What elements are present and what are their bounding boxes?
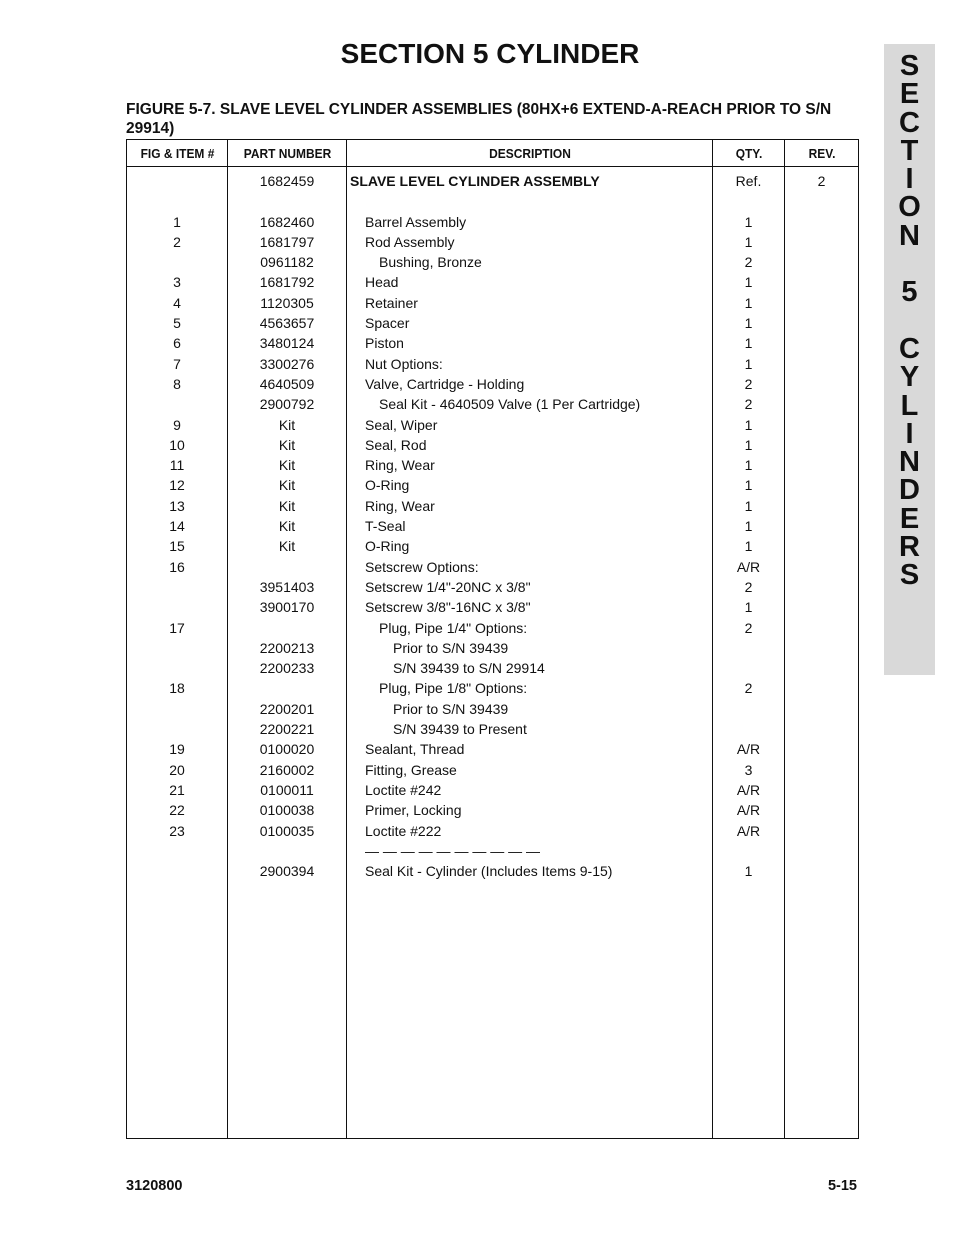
rev-cell <box>785 415 858 435</box>
section-side-tab <box>884 44 935 675</box>
part-cell: 1682460 <box>259 213 315 230</box>
part-cell <box>228 841 346 861</box>
qty-cell: 1 <box>744 538 753 555</box>
qty-cell: 1 <box>744 274 753 291</box>
qty-cell: 1 <box>744 518 753 535</box>
qty-cell: 1 <box>744 416 753 433</box>
part-cell: 2900792 <box>259 396 315 413</box>
side-tab-letter: S <box>899 559 920 592</box>
qty-cell: 2 <box>744 396 753 413</box>
qty-cell: 2 <box>744 375 753 392</box>
item-cell <box>127 638 227 658</box>
part-number-column <box>228 167 347 1139</box>
section-title: SECTION 5 CYLINDER <box>340 38 640 69</box>
description-column <box>347 167 713 1139</box>
part-cell: 2200201 <box>259 700 315 717</box>
qty-cell: 3 <box>744 761 753 778</box>
side-tab-letter: L <box>900 389 919 422</box>
qty-cell: A/R <box>736 822 761 839</box>
rev-cell <box>785 618 858 638</box>
qty-cell <box>713 699 784 719</box>
rev-cell <box>785 455 858 475</box>
side-tab-letter: I <box>905 163 914 196</box>
qty-cell: 1 <box>744 315 753 332</box>
qty-cell: 2 <box>744 254 753 271</box>
rev-cell <box>785 313 858 333</box>
side-tab-letter: S <box>899 50 920 82</box>
desc-cell: Nut Options: <box>365 355 443 372</box>
qty-cell: 1 <box>744 233 753 250</box>
desc-cell: — — — — — — — — — — <box>365 842 541 859</box>
qty-column <box>713 167 785 1139</box>
part-cell: 2200233 <box>259 660 315 677</box>
rev-cell <box>785 821 858 841</box>
desc-cell: Fitting, Grease <box>365 761 457 778</box>
table-body-row <box>127 167 859 1139</box>
qty-cell: 1 <box>744 599 753 616</box>
figure-title: FIGURE 5-7. SLAVE LEVEL CYLINDER ASSEMBLIES (80HX+6 EXTEND-A-REACH PRIOR TO S/N 29914) <box>126 101 832 137</box>
fig-item-column <box>127 167 228 1139</box>
item-cell: 2 <box>173 233 181 250</box>
side-tab-letter: N <box>899 219 920 252</box>
desc-cell: Plug, Pipe 1/8" Options: <box>379 680 528 697</box>
part-cell: 0961182 <box>260 254 314 271</box>
part-cell <box>228 557 346 577</box>
side-tab-letter <box>884 307 935 335</box>
desc-cell: Primer, Locking <box>365 802 462 819</box>
rev-cell <box>785 333 858 353</box>
item-cell: 19 <box>169 741 185 758</box>
item-cell: 8 <box>173 375 181 392</box>
header-description: DESCRIPTION <box>361 140 698 167</box>
rev-cell <box>785 536 858 556</box>
rev-cell <box>785 272 858 292</box>
item-cell: 4 <box>173 294 181 311</box>
item-cell: 3 <box>173 274 181 291</box>
desc-cell: O-Ring <box>365 477 410 494</box>
qty-cell: 1 <box>744 294 753 311</box>
part-cell: 1682459 <box>259 173 315 189</box>
part-cell: 3900170 <box>259 599 315 616</box>
item-cell: 7 <box>173 355 181 372</box>
item-cell: 10 <box>169 436 185 453</box>
part-cell: Kit <box>278 538 296 555</box>
side-tab-letter: I <box>905 417 914 450</box>
qty-cell: A/R <box>736 802 761 819</box>
desc-cell: Plug, Pipe 1/4" Options: <box>379 619 528 636</box>
side-tab-letter: C <box>899 332 920 365</box>
desc-cell: S/N 39439 to S/N 29914 <box>393 660 545 677</box>
qty-cell <box>713 658 784 678</box>
desc-cell: Ring, Wear <box>365 497 435 514</box>
item-cell: 5 <box>173 315 181 332</box>
item-cell <box>127 171 227 191</box>
desc-cell: Rod Assembly <box>365 233 455 250</box>
desc-cell: Prior to S/N 39439 <box>393 700 509 717</box>
desc-cell: Setscrew 1/4"-20NC x 3/8" <box>365 578 531 595</box>
item-cell <box>127 252 227 272</box>
rev-column <box>785 167 859 1139</box>
rev-cell <box>785 252 858 272</box>
desc-cell: T-Seal <box>365 518 406 535</box>
desc-cell: Setscrew Options: <box>365 558 479 575</box>
rev-cell <box>785 354 858 374</box>
footer-document-number: 3120800 <box>126 1178 183 1194</box>
part-cell: Kit <box>278 497 296 514</box>
item-cell: 1 <box>173 213 181 230</box>
item-cell: 12 <box>169 477 185 494</box>
part-cell: 0100038 <box>259 802 315 819</box>
part-cell <box>228 191 346 211</box>
rev-cell <box>785 841 858 861</box>
item-cell <box>127 597 227 617</box>
qty-cell: 1 <box>744 457 753 474</box>
desc-cell: SLAVE LEVEL CYLINDER ASSEMBLY <box>350 173 600 189</box>
rev-cell <box>785 861 858 881</box>
item-cell: 22 <box>169 802 185 819</box>
qty-cell: A/R <box>736 781 761 798</box>
qty-cell <box>713 638 784 658</box>
parts-table <box>126 139 859 1139</box>
side-tab-letter: D <box>899 474 920 507</box>
part-cell <box>228 618 346 638</box>
side-tab-letter: R <box>899 531 920 564</box>
side-tab-letter: E <box>899 78 920 111</box>
header-qty: QTY. <box>715 140 781 167</box>
rev-cell <box>785 374 858 394</box>
desc-cell: Retainer <box>365 294 418 311</box>
footer-page-number: 5-15 <box>827 1178 857 1194</box>
qty-cell: 2 <box>744 578 753 595</box>
rev-cell <box>785 719 858 739</box>
desc-cell: Prior to S/N 39439 <box>393 639 509 656</box>
desc-cell: Seal Kit - Cylinder (Includes Items 9-15) <box>365 863 613 880</box>
item-cell: 15 <box>169 538 185 555</box>
part-cell: 2160002 <box>259 761 315 778</box>
item-cell: 16 <box>169 558 185 575</box>
item-cell: 17 <box>169 619 185 636</box>
part-cell: Kit <box>278 518 296 535</box>
rev-cell: 2 <box>817 173 826 189</box>
item-cell: 9 <box>173 416 181 433</box>
rev-cell <box>785 293 858 313</box>
desc-cell: Spacer <box>365 315 410 332</box>
item-cell: 13 <box>169 497 185 514</box>
desc-cell: Head <box>365 274 399 291</box>
qty-cell: 1 <box>744 436 753 453</box>
header-fig-item: FIG & ITEM # <box>131 140 224 167</box>
rev-cell <box>785 394 858 414</box>
part-cell: 4563657 <box>259 315 315 332</box>
rev-cell <box>785 638 858 658</box>
rev-cell <box>785 739 858 759</box>
item-cell <box>127 394 227 414</box>
part-cell: Kit <box>278 457 296 474</box>
rev-cell <box>785 212 858 232</box>
part-cell: 0100020 <box>259 741 315 758</box>
part-cell: 1120305 <box>260 294 314 311</box>
rev-cell <box>785 191 858 211</box>
qty-cell <box>713 191 784 211</box>
rev-cell <box>785 658 858 678</box>
side-tab-letter: N <box>899 446 920 479</box>
item-cell <box>127 191 227 211</box>
qty-cell: A/R <box>736 741 761 758</box>
item-cell <box>127 658 227 678</box>
part-cell: Kit <box>278 436 296 453</box>
desc-cell: S/N 39439 to Present <box>393 721 527 738</box>
desc-cell: Seal, Rod <box>365 436 427 453</box>
qty-cell <box>713 719 784 739</box>
desc-cell: Loctite #242 <box>365 781 442 798</box>
rev-cell <box>785 516 858 536</box>
item-cell <box>127 699 227 719</box>
rev-cell <box>785 678 858 698</box>
desc-cell: Barrel Assembly <box>365 213 467 230</box>
part-cell: 1681792 <box>259 274 315 291</box>
item-cell: 14 <box>169 518 185 535</box>
part-cell: 2200213 <box>259 639 315 656</box>
desc-cell: Bushing, Bronze <box>379 254 482 271</box>
side-tab-letters <box>884 52 935 590</box>
part-cell: 2900394 <box>259 863 315 880</box>
qty-cell: Ref. <box>735 173 762 189</box>
part-cell: 3480124 <box>259 335 315 352</box>
qty-cell: 1 <box>744 213 753 230</box>
rev-cell <box>785 435 858 455</box>
item-cell <box>127 841 227 861</box>
item-cell: 20 <box>169 761 185 778</box>
part-cell: 3951403 <box>259 578 315 595</box>
rev-cell <box>785 577 858 597</box>
table-header-row <box>127 140 859 167</box>
rev-cell <box>785 557 858 577</box>
desc-cell: Sealant, Thread <box>365 741 465 758</box>
item-cell: 21 <box>169 781 185 798</box>
qty-cell: 1 <box>744 335 753 352</box>
side-tab-letter: Y <box>899 361 920 394</box>
rev-cell <box>785 780 858 800</box>
side-tab-letter: 5 <box>901 276 918 309</box>
side-tab-letter: T <box>900 134 919 167</box>
rev-cell <box>785 597 858 617</box>
part-cell <box>228 678 346 698</box>
qty-cell: 1 <box>744 477 753 494</box>
rev-cell <box>785 800 858 820</box>
item-cell <box>127 577 227 597</box>
qty-cell: 1 <box>744 497 753 514</box>
side-tab-letter: C <box>899 106 920 139</box>
part-cell: 3300276 <box>259 355 315 372</box>
side-tab-letter <box>884 250 935 278</box>
qty-cell: 1 <box>744 355 753 372</box>
part-cell: Kit <box>278 416 296 433</box>
rev-cell <box>785 496 858 516</box>
qty-cell: 1 <box>744 863 753 880</box>
rev-cell <box>785 699 858 719</box>
desc-cell: Piston <box>365 335 404 352</box>
desc-cell: Valve, Cartridge - Holding <box>365 375 525 392</box>
item-cell: 6 <box>173 335 181 352</box>
desc-cell: O-Ring <box>365 538 410 555</box>
item-cell <box>127 861 227 881</box>
desc-cell: Ring, Wear <box>365 457 435 474</box>
header-rev: REV. <box>787 140 855 167</box>
header-part-number: PART NUMBER <box>232 140 341 167</box>
part-cell: 1681797 <box>259 233 315 250</box>
part-cell: 4640509 <box>259 375 315 392</box>
item-cell <box>127 719 227 739</box>
part-cell: 2200221 <box>259 721 315 738</box>
desc-cell <box>347 191 712 211</box>
qty-cell <box>713 841 784 861</box>
rev-cell <box>785 760 858 780</box>
part-cell: 0100035 <box>259 822 315 839</box>
desc-cell: Loctite #222 <box>365 822 442 839</box>
desc-cell: Seal, Wiper <box>365 416 438 433</box>
qty-cell: 2 <box>744 619 753 636</box>
item-cell: 18 <box>169 680 185 697</box>
qty-cell: A/R <box>736 558 761 575</box>
desc-cell: Seal Kit - 4640509 Valve (1 Per Cartridge) <box>379 396 641 413</box>
desc-cell: Setscrew 3/8"-16NC x 3/8" <box>365 599 531 616</box>
part-cell: Kit <box>278 477 296 494</box>
item-cell: 11 <box>169 457 185 474</box>
rev-cell <box>785 232 858 252</box>
item-cell: 23 <box>169 822 185 839</box>
rev-cell <box>785 475 858 495</box>
part-cell: 0100011 <box>260 781 314 798</box>
qty-cell: 2 <box>744 680 753 697</box>
side-tab-letter: E <box>899 502 920 535</box>
side-tab-letter: O <box>898 191 921 224</box>
